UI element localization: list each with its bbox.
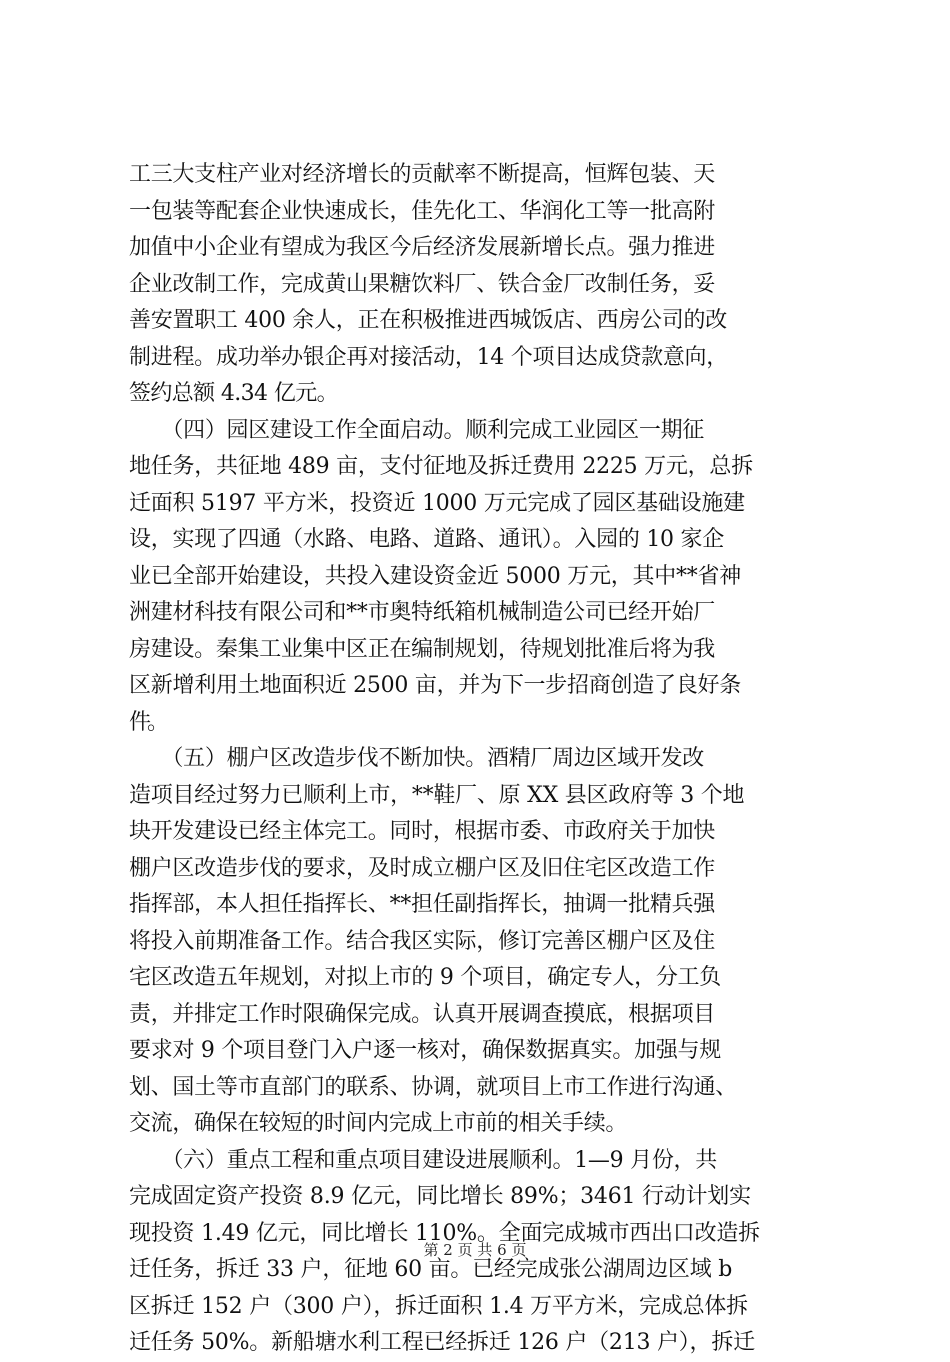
text-line: 件。 <box>129 709 166 735</box>
text-line: （六）重点工程和重点项目建设进展顺利。1—9 月份，共 <box>129 1147 717 1173</box>
text-line: 善安置职工 400 余人，正在积极推进西城饭店、西房公司的改 <box>129 308 727 333</box>
text-line: 将投入前期准备工作。结合我区实际，修订完善区棚户区及住 <box>129 928 716 954</box>
text-line: 区拆迁 152 户（300 户），拆迁面积 1.4 万平方米，完成总体拆 <box>129 1293 748 1319</box>
text-line: 地任务，共征地 489 亩，支付征地及拆迁费用 2225 万元，总拆 <box>129 454 753 479</box>
text-line: 区新增利用土地面积近 2500 亩，并为下一步招商创造了良好条 <box>129 673 741 698</box>
text-line: 企业改制工作，完成黄山果糖饮料厂、铁合金厂改制任务，妥 <box>129 271 716 297</box>
text-line: 业已全部开始建设，共投入建设资金近 5000 万元，其中**省神 <box>129 563 741 589</box>
text-line: 工三大支柱产业对经济增长的贡献率不断提高，恒辉包装、天 <box>129 162 716 187</box>
text-line: 迁面积 5197 平方米，投资近 1000 万元完成了园区基础设施建 <box>129 490 745 516</box>
text-line: 指挥部，本人担任指挥长、**担任副指挥长，抽调一批精兵强 <box>129 892 716 917</box>
text-line: 加值中小企业有望成为我区今后经济发展新增长点。强力推进 <box>129 235 716 260</box>
text-line: 宅区改造五年规划，对拟上市的 9 个项目，确定专人，分工负 <box>129 965 721 990</box>
text-line: 完成固定资产投资 8.9 亿元，同比增长 89%；3461 行动计划实 <box>129 1184 751 1209</box>
text-line: 一包装等配套企业快速成长，佳先化工、华润化工等一批高附 <box>129 198 716 224</box>
text-line: 责，并排定工作时限确保完成。认真开展调查摸底，根据项目 <box>129 1001 716 1027</box>
text-line: 块开发建设已经主体完工。同时，根据市委、市政府关于加快 <box>129 819 716 844</box>
text-line: （五）棚户区改造步伐不断加快。酒精厂周边区域开发改 <box>129 746 705 771</box>
text-line: 房建设。秦集工业集中区正在编制规划，待规划批准后将为我 <box>129 636 716 662</box>
text-line: 造项目经过努力已顺利上市，**鞋厂、原 XX 县区政府等 3 个地 <box>129 782 745 808</box>
text-line: 棚户区改造步伐的要求，及时成立棚户区及旧住宅区改造工作 <box>129 855 716 881</box>
text-line: 划、国土等市直部门的联系、协调，就项目上市工作进行沟通、 <box>129 1074 738 1100</box>
text-line: （四）园区建设工作全面启动。顺利完成工业园区一期征 <box>129 417 705 443</box>
text-line: 签约总额 4.34 亿元。 <box>129 381 338 406</box>
body-text <box>129 157 829 1362</box>
page-footer: 第 2 页 共 6 页 <box>423 1241 527 1259</box>
text-line: 现投资 1.49 亿元，同比增长 110%。全面完成城市西出口改造拆 <box>129 1220 760 1246</box>
text-line: 交流，确保在较短的时间内完成上市前的相关手续。 <box>129 1111 628 1136</box>
text-line: 设，实现了四通（水路、电路、道路、通讯）。入园的 10 家企 <box>129 527 724 552</box>
text-line: 洲建材科技有限公司和**市奥特纸箱机械制造公司已经开始厂 <box>129 600 716 625</box>
text-line: 制进程。成功举办银企再对接活动，14 个项目达成贷款意向， <box>129 344 728 370</box>
text-line: 迁任务，拆迁 33 户，征地 60 亩。已经完成张公湖周边区域 b <box>129 1257 733 1282</box>
text-line: 要求对 9 个项目登门入户逐一核对，确保数据真实。加强与规 <box>129 1038 721 1063</box>
text-line: 迁任务 50%。新船塘水利工程已经拆迁 126 户（213 户），拆迁 <box>129 1330 755 1355</box>
